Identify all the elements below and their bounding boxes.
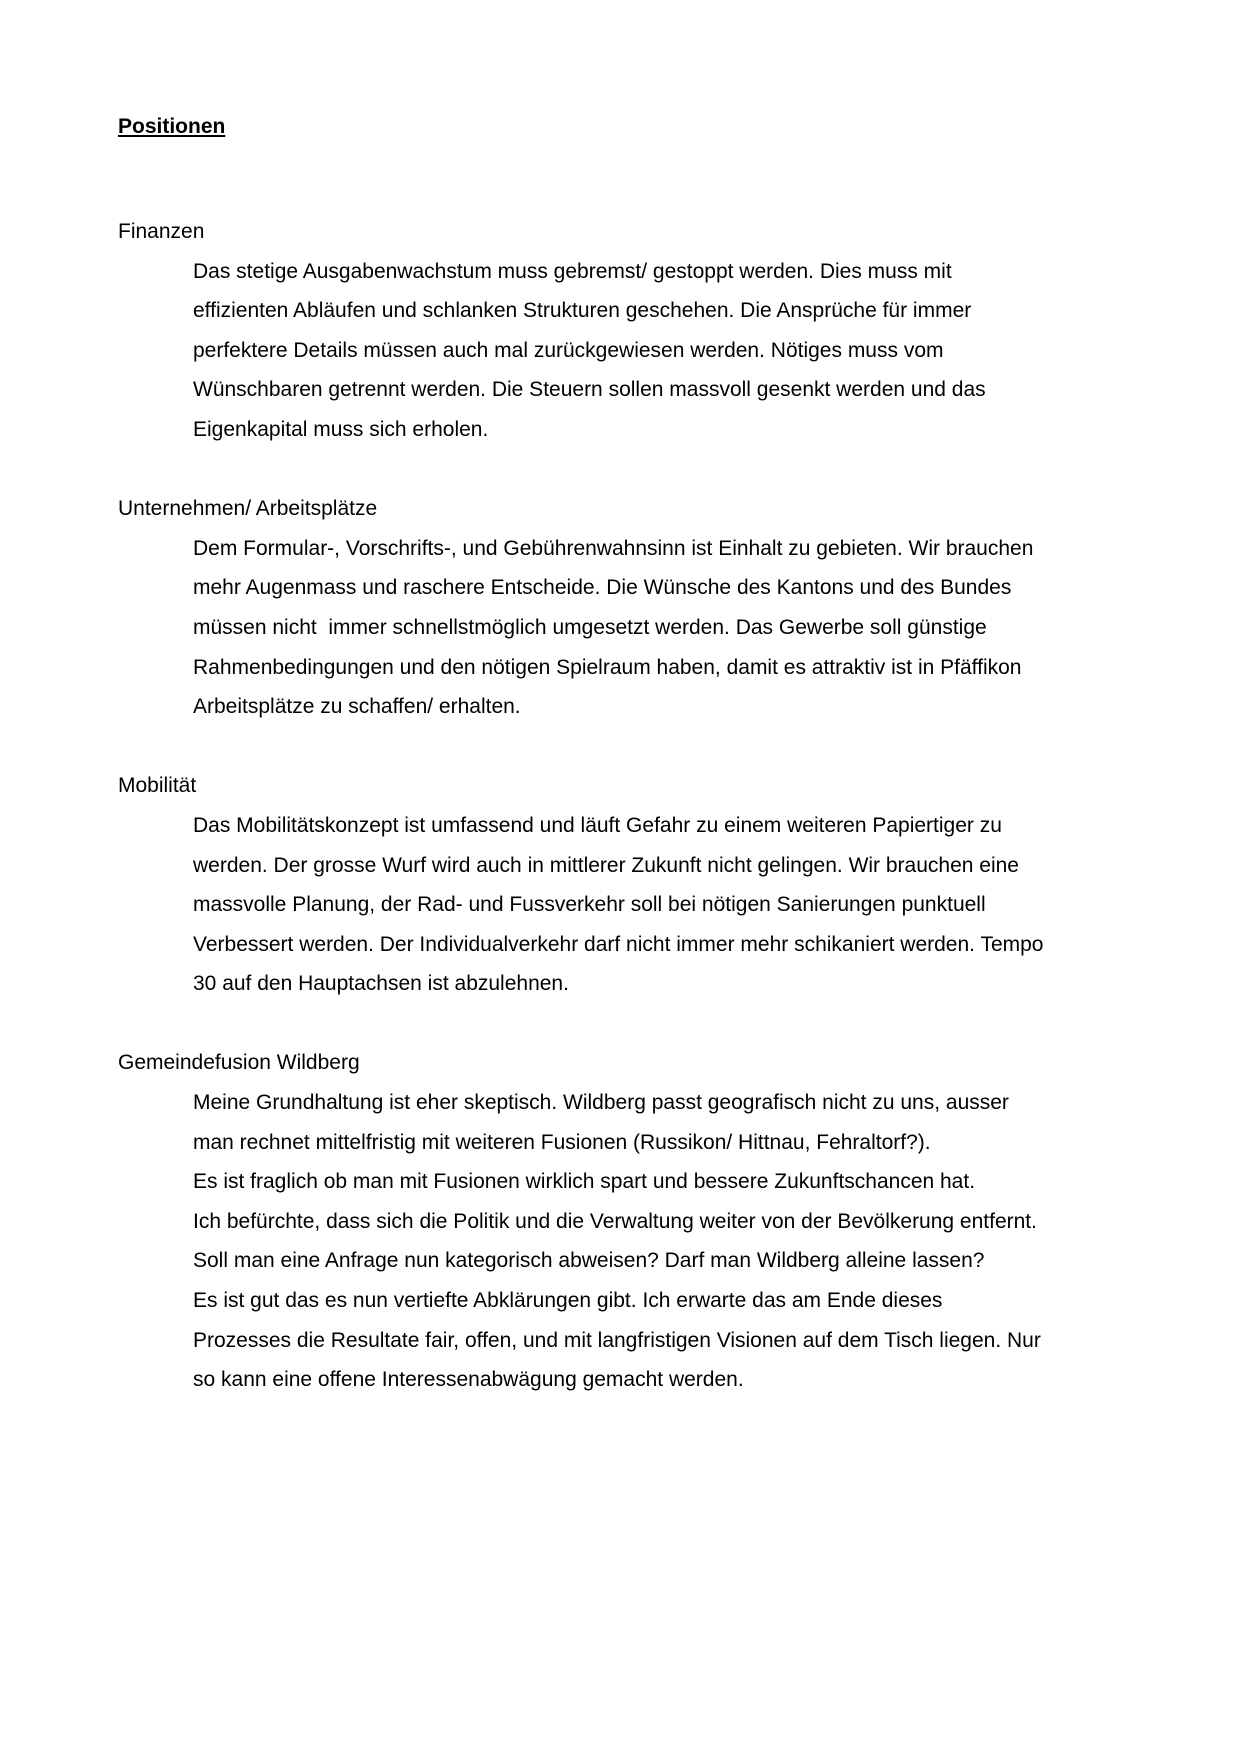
section-heading: Unternehmen/ Arbeitsplätze xyxy=(118,497,378,521)
paragraph-line: Eigenkapital muss sich erholen. xyxy=(193,417,489,441)
paragraph-line: effizienten Abläufen und schlanken Strukturen geschehen. Die Ansprüche für immer xyxy=(193,299,972,323)
paragraph-line: müssen nicht immer schnellstmöglich umgesetzt werden. Das Gewerbe soll günstige xyxy=(193,615,987,639)
section-body xyxy=(118,806,1140,1004)
section-gemeindefusion-wildberg xyxy=(118,1043,1140,1399)
paragraph-line: Das Mobilitätskonzept ist umfassend und läuft Gefahr zu einem weiteren Papiertiger zu xyxy=(193,813,1002,837)
paragraph-line: perfektere Details müssen auch mal zurückgewiesen werden. Nötiges muss vom xyxy=(193,338,944,362)
paragraph-line: so kann eine offene Interessenabwägung gemacht werden. xyxy=(193,1368,744,1392)
section-unternehmen-arbeitsplaetze xyxy=(118,489,1140,727)
paragraph-line: Rahmenbedingungen und den nötigen Spielraum haben, damit es attraktiv ist in Pfäffikon xyxy=(193,655,1022,679)
paragraph-line: Wünschbaren getrennt werden. Die Steuern sollen massvoll gesenkt werden und das xyxy=(193,378,986,402)
paragraph-line: Ich befürchte, dass sich die Politik und die Verwaltung weiter von der Bevölkerung entfernt. xyxy=(193,1209,1037,1233)
section-body xyxy=(118,529,1140,727)
section-heading: Finanzen xyxy=(118,220,205,243)
paragraph-line: Soll man eine Anfrage nun kategorisch abweisen? Darf man Wildberg alleine lassen? xyxy=(193,1249,985,1273)
paragraph-line: man rechnet mittelfristig mit weiteren Fusionen (Russikon/ Hittnau, Fehraltorf?). xyxy=(193,1130,931,1154)
paragraph-line: Arbeitsplätze zu schaffen/ erhalten. xyxy=(193,695,521,719)
section-mobilitaet xyxy=(118,766,1140,1004)
paragraph-line: Es ist fraglich ob man mit Fusionen wirklich spart und bessere Zukunftschancen hat. xyxy=(193,1170,976,1194)
paragraph-line: mehr Augenmass und raschere Entscheide. Die Wünsche des Kantons und des Bundes xyxy=(193,576,1012,600)
paragraph-line: Dem Formular-, Vorschrifts-, und Gebührenwahnsinn ist Einhalt zu gebieten. Wir brauchen xyxy=(193,536,1034,560)
document-title: Positionen xyxy=(118,115,226,138)
paragraph-line: Es ist gut das es nun vertiefte Abklärungen gibt. Ich erwarte das am Ende dieses xyxy=(193,1289,943,1313)
paragraph-line: werden. Der grosse Wurf wird auch in mittlerer Zukunft nicht gelingen. Wir brauchen eine xyxy=(193,853,1019,877)
section-finanzen xyxy=(118,212,1140,450)
paragraph-line: Verbessert werden. Der Individualverkehr darf nicht immer mehr schikaniert werden. Tempo xyxy=(193,932,1044,956)
paragraph-line: massvolle Planung, der Rad- und Fussverkehr soll bei nötigen Sanierungen punktuell xyxy=(193,893,986,917)
section-body xyxy=(118,1083,1140,1400)
paragraph-line: Meine Grundhaltung ist eher skeptisch. Wildberg passt geografisch nicht zu uns, ausser xyxy=(193,1091,1009,1115)
section-heading: Gemeindefusion Wildberg xyxy=(118,1051,360,1075)
section-heading: Mobilität xyxy=(118,774,197,798)
paragraph-line: Prozesses die Resultate fair, offen, und mit langfristigen Visionen auf dem Tisch liegen. Nur xyxy=(193,1328,1041,1352)
paragraph-line: Das stetige Ausgabenwachstum muss gebremst/ gestoppt werden. Dies muss mit xyxy=(193,259,952,283)
paragraph-line: 30 auf den Hauptachsen ist abzulehnen. xyxy=(193,972,569,996)
section-body xyxy=(118,252,1140,450)
